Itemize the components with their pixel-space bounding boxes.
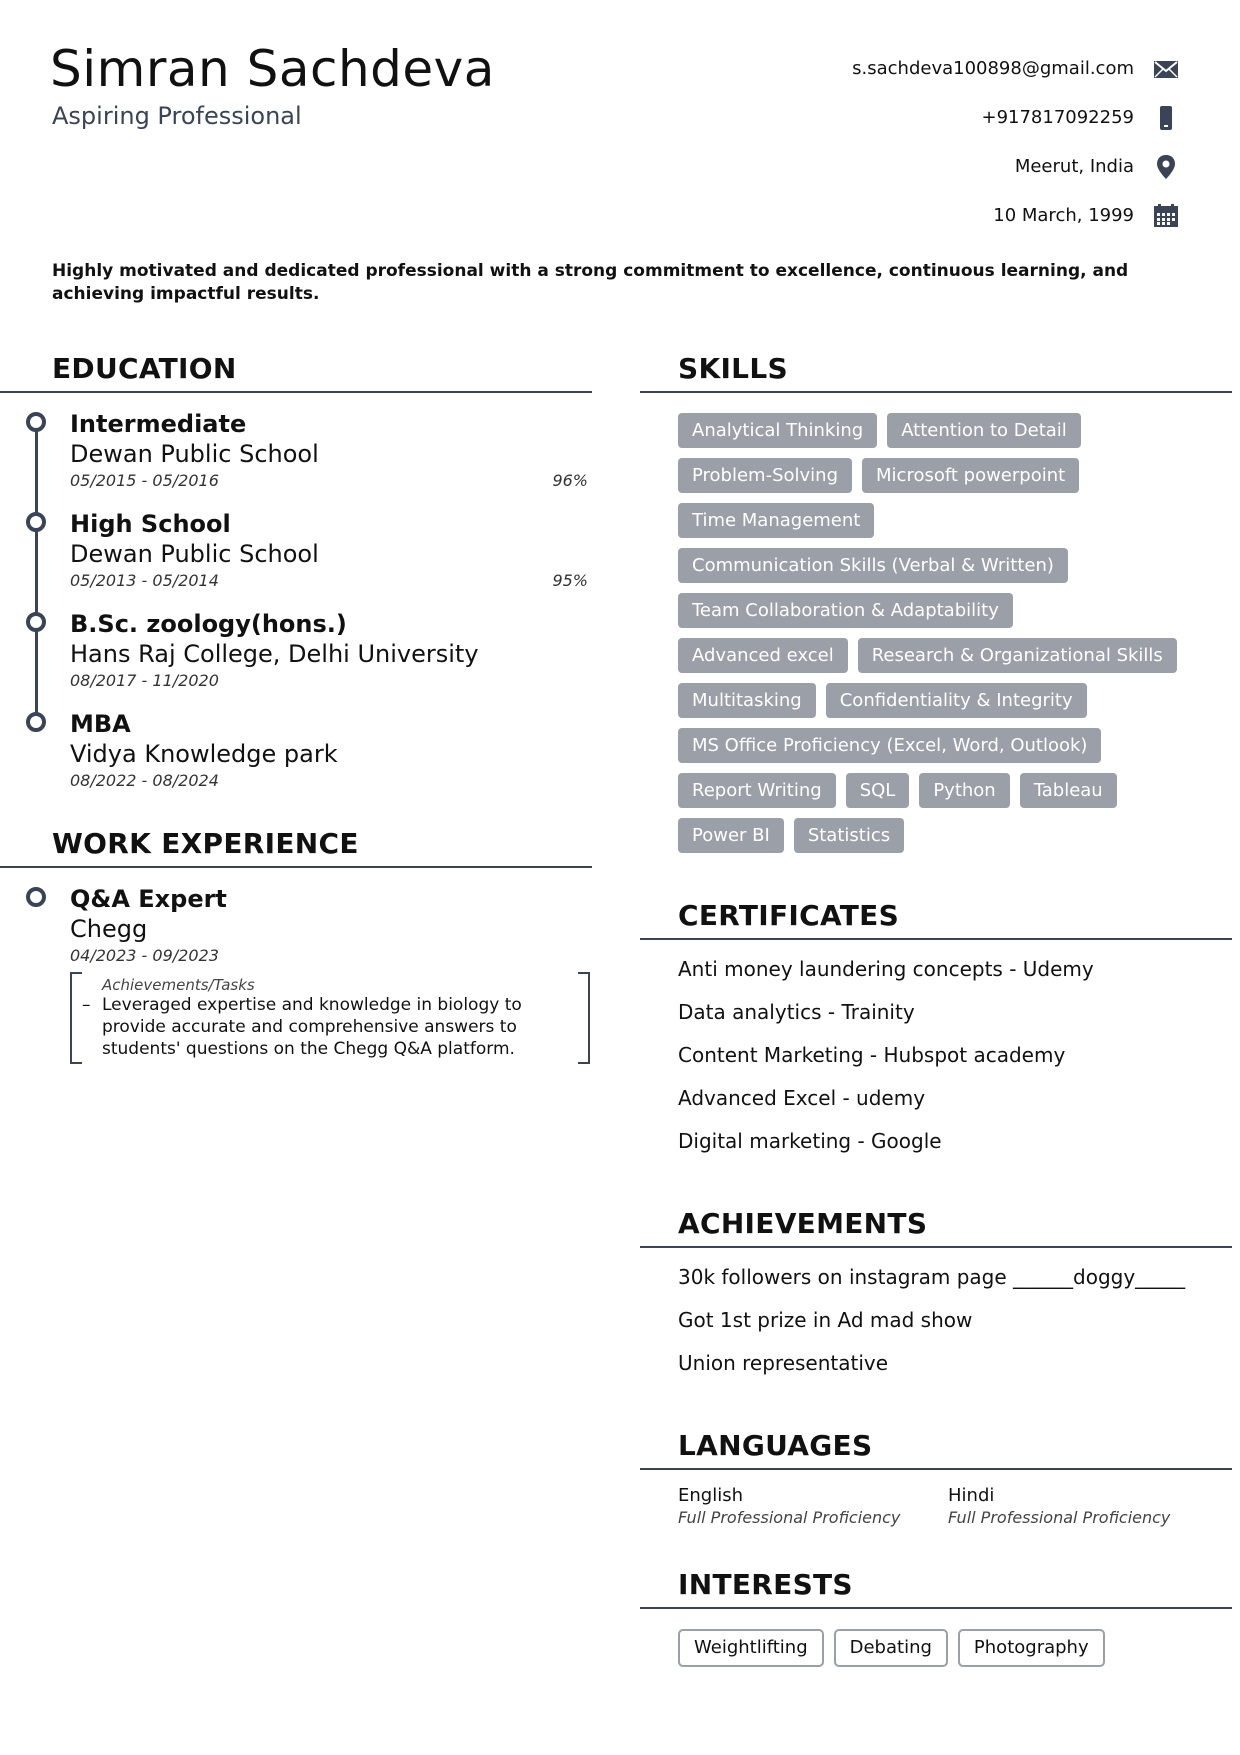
skills-list (640, 413, 1180, 853)
education-school: Hans Raj College, Delhi University (70, 640, 479, 668)
certificate-item: Advanced Excel - udemy (678, 1086, 926, 1110)
interests-heading: INTERESTS (678, 1568, 853, 1601)
work-company: Chegg (70, 915, 148, 943)
work-timeline (0, 884, 592, 1068)
certificate-item: Digital marketing - Google (678, 1129, 942, 1153)
skill-tag: Microsoft powerpoint (862, 458, 1079, 493)
education-item (70, 509, 592, 593)
timeline-dot (26, 887, 46, 907)
skill-tag: Confidentiality & Integrity (826, 683, 1087, 718)
education-dates: 08/2017 - 11/2020 (70, 671, 219, 690)
profile-summary: Highly motivated and dedicated professional with a strong commitment to excellence, continuous learning, and achieving impactful results. (52, 261, 1129, 304)
contact-list (760, 44, 1180, 240)
bracket-decoration (70, 972, 82, 1064)
contact-location-text: Meerut, India (1014, 156, 1134, 177)
section-divider (0, 866, 592, 868)
education-heading: EDUCATION (52, 352, 237, 385)
interest-tag: Weightlifting (678, 1629, 824, 1667)
work-role: Q&A Expert (70, 885, 227, 913)
education-degree: B.Sc. zoology(hons.) (70, 610, 347, 638)
language-name: English (678, 1485, 743, 1506)
timeline-dot (26, 412, 46, 432)
achievement-item: 30k followers on instagram page ______doggy_____ (678, 1265, 1186, 1289)
education-meta (70, 769, 590, 793)
skill-tag: Problem-Solving (678, 458, 852, 493)
bracket-decoration (578, 972, 590, 1064)
education-meta (70, 669, 590, 693)
phone-icon (1152, 104, 1180, 132)
task-item (82, 994, 566, 1060)
section-divider (640, 1468, 1232, 1470)
work-dates: 04/2023 - 09/2023 (70, 946, 219, 965)
interest-tag: Debating (834, 1629, 948, 1667)
certificates-section (640, 899, 1232, 1169)
skill-tag: Power BI (678, 818, 784, 853)
achievement-item: Union representative (678, 1351, 889, 1375)
timeline-dot (26, 612, 46, 632)
right-column (640, 352, 1232, 1667)
location-pin-icon (1152, 153, 1180, 181)
timeline-dot (26, 712, 46, 732)
task-text: Leveraged expertise and knowledge in biology to provide accurate and comprehensive answers to students' questions on the Chegg Q&A platform. (102, 995, 522, 1059)
work-item (70, 884, 592, 1068)
achievements-list (640, 1262, 1232, 1391)
skill-tag: Advanced excel (678, 638, 848, 673)
contact-email (760, 44, 1180, 93)
skill-tag: Time Management (678, 503, 874, 538)
envelope-icon (1152, 55, 1180, 83)
interest-tag: Photography (958, 1629, 1105, 1667)
achievements-section (640, 1207, 1232, 1391)
skill-tag: MS Office Proficiency (Excel, Word, Outlook) (678, 728, 1101, 763)
candidate-name: Simran Sachdeva (50, 40, 495, 98)
skill-tag: Report Writing (678, 773, 836, 808)
education-score: 95% (552, 571, 588, 590)
skill-tag: Research & Organizational Skills (858, 638, 1177, 673)
education-item (70, 609, 592, 693)
certificate-item: Content Marketing - Hubspot academy (678, 1043, 1066, 1067)
education-school: Dewan Public School (70, 440, 319, 468)
language-name: Hindi (948, 1485, 995, 1506)
tasks-label: Achievements/Tasks (102, 976, 255, 994)
education-degree: High School (70, 510, 231, 538)
education-section (0, 352, 592, 793)
education-school: Dewan Public School (70, 540, 319, 568)
work-experience-heading: WORK EXPERIENCE (52, 827, 359, 860)
certificates-list (640, 954, 1232, 1169)
languages-list (640, 1484, 1232, 1528)
education-dates: 05/2013 - 05/2014 (70, 571, 219, 590)
contact-phone (760, 93, 1180, 142)
education-timeline (0, 409, 592, 793)
languages-section (640, 1429, 1232, 1528)
education-item (70, 709, 592, 793)
contact-birthdate-text: 10 March, 1999 (993, 205, 1134, 226)
certificate-item: Anti money laundering concepts - Udemy (678, 957, 1094, 981)
education-dates: 08/2022 - 08/2024 (70, 771, 219, 790)
skills-heading: SKILLS (678, 352, 788, 385)
candidate-title: Aspiring Professional (52, 102, 302, 130)
section-divider (640, 1246, 1232, 1248)
skill-tag: Python (919, 773, 1009, 808)
work-experience-section (0, 827, 592, 1068)
contact-phone-text[interactable]: +917817092259 (981, 107, 1134, 128)
language-level: Full Professional Proficiency (948, 1508, 1171, 1527)
languages-heading: LANGUAGES (678, 1429, 873, 1462)
section-divider (640, 391, 1232, 393)
timeline-line (35, 423, 38, 723)
skill-tag: Analytical Thinking (678, 413, 877, 448)
skill-tag: SQL (846, 773, 910, 808)
skill-tag: Team Collaboration & Adaptability (678, 593, 1013, 628)
calendar-icon (1152, 202, 1180, 230)
section-divider (640, 1607, 1232, 1609)
contact-location (760, 142, 1180, 191)
education-score: 96% (552, 471, 588, 490)
contact-birthdate (760, 191, 1180, 240)
work-tasks (70, 972, 590, 1068)
timeline-dot (26, 512, 46, 532)
skill-tag: Multitasking (678, 683, 816, 718)
skills-section (640, 352, 1232, 853)
language-item (948, 1484, 1218, 1528)
section-divider (0, 391, 592, 393)
education-meta (70, 569, 590, 593)
achievements-heading: ACHIEVEMENTS (678, 1207, 928, 1240)
education-meta (70, 469, 590, 493)
language-item (678, 1484, 948, 1528)
skill-tag: Communication Skills (Verbal & Written) (678, 548, 1068, 583)
education-school: Vidya Knowledge park (70, 740, 338, 768)
skill-tag: Attention to Detail (887, 413, 1081, 448)
skill-tag: Tableau (1020, 773, 1117, 808)
education-item (70, 409, 592, 493)
contact-email-text[interactable]: s.sachdeva100898@gmail.com (852, 58, 1134, 79)
language-level: Full Professional Proficiency (678, 1508, 901, 1527)
interests-section (640, 1568, 1232, 1667)
skill-tag: Statistics (794, 818, 904, 853)
dash-bullet-icon: – (82, 995, 91, 1015)
certificate-item: Data analytics - Trainity (678, 1000, 915, 1024)
education-dates: 05/2015 - 05/2016 (70, 471, 219, 490)
left-column (0, 352, 592, 1084)
work-meta (70, 944, 590, 968)
education-degree: MBA (70, 710, 131, 738)
achievement-item: Got 1st prize in Ad mad show (678, 1308, 973, 1332)
certificates-heading: CERTIFICATES (678, 899, 900, 932)
education-degree: Intermediate (70, 410, 247, 438)
interests-list (640, 1629, 1232, 1667)
section-divider (640, 938, 1232, 940)
